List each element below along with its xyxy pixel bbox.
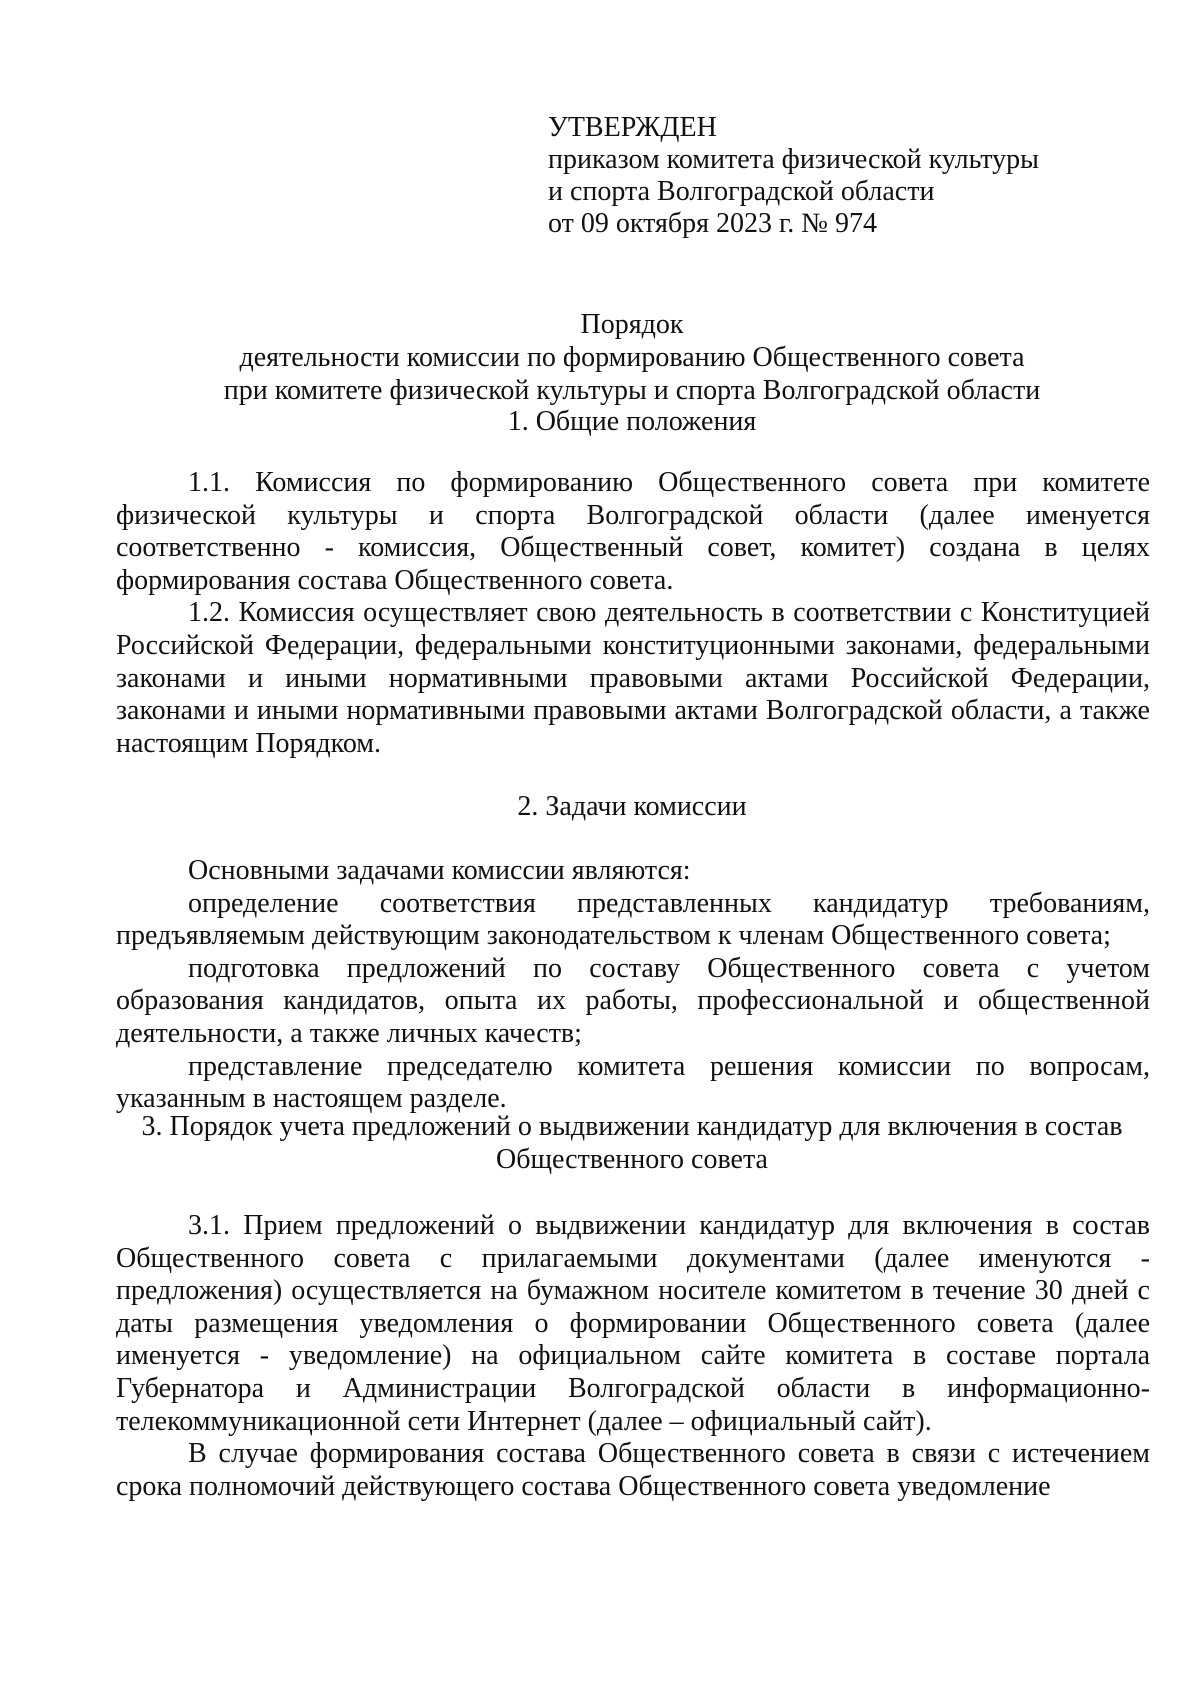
- title-line-2: деятельности комиссии по формированию Общественного совета: [239, 342, 1025, 373]
- paragraph-1-1: 1.1. Комиссия по формированию Общественного совета при комитете физической культуры и спорта Волгоградской области (далее именуется соответственно - комиссия, Общественный совет, комитет) создана в целях формирования состава Общественного совета.: [116, 467, 1150, 596]
- approval-line-3: и спорта Волгоградской области: [548, 176, 935, 207]
- document-title: [116, 308, 1148, 407]
- approval-line-2: приказом комитета физической культуры: [548, 144, 1039, 175]
- section-3-heading: [116, 1110, 1148, 1176]
- paragraph-2-intro: Основными задачами комиссии являются:: [188, 855, 691, 886]
- section-3-heading-line-1: 3. Порядок учета предложений о выдвижении кандидатур для включения в состав: [141, 1111, 1123, 1142]
- approval-line-1: УТВЕРЖДЕН: [548, 112, 717, 143]
- section-3-heading-line-2: Общественного совета: [496, 1144, 768, 1175]
- section-2-heading: 2. Задачи комиссии: [517, 791, 747, 822]
- title-line-3: при комитете физической культуры и спорта Волгоградской области: [223, 375, 1041, 406]
- paragraph-3-1: 3.1. Прием предложений о выдвижении кандидатур для включения в состав Общественного совета с прилагаемыми документами (далее именуются - предложения) осуществляется на бумажном носителе комитетом в течение 30 дней с даты размещения уведомления о формировании Общественного совета (далее именуется - уведомление) на официальном сайте комитета в составе портала Губернатора и Администрации Волгоградской области в информационно-телекоммуникационной сети Интернет (далее – официальный сайт).: [116, 1210, 1150, 1437]
- section-2-body: [116, 855, 1150, 1116]
- approval-stamp: [548, 112, 1108, 240]
- paragraph-1-2: 1.2. Комиссия осуществляет свою деятельность в соответствии с Конституцией Российской Федерации, федеральными конституционными законами, федеральными законами и иными нормативными правовыми актами Российской Федерации, законами и иными нормативными правовыми актами Волгоградской области, а также настоящим Порядком.: [116, 597, 1150, 759]
- section-1-heading: 1. Общие положения: [507, 406, 757, 437]
- paragraph-2-task-2: подготовка предложений по составу Общественного совета с учетом образования кандидатов, опыта их работы, профессиональной и общественной деятельности, а также личных качеств;: [116, 952, 1150, 1049]
- paragraph-2-task-1: определение соответствия представленных кандидатур требованиям, предъявляемым действующим законодательством к членам Общественного совета;: [116, 887, 1150, 952]
- section-1-body: [116, 467, 1150, 760]
- paragraph-3-2: В случае формирования состава Общественного совета в связи с истечением срока полномочий действующего состава Общественного совета уведомление: [116, 1438, 1150, 1502]
- section-3-body: [116, 1210, 1150, 1503]
- paragraph-2-task-3: представление председателю комитета решения комиссии по вопросам, указанным в настоящем разделе.: [116, 1050, 1150, 1115]
- title-line-1: Порядок: [580, 309, 684, 340]
- approval-line-4: от 09 октября 2023 г. № 974: [548, 208, 878, 239]
